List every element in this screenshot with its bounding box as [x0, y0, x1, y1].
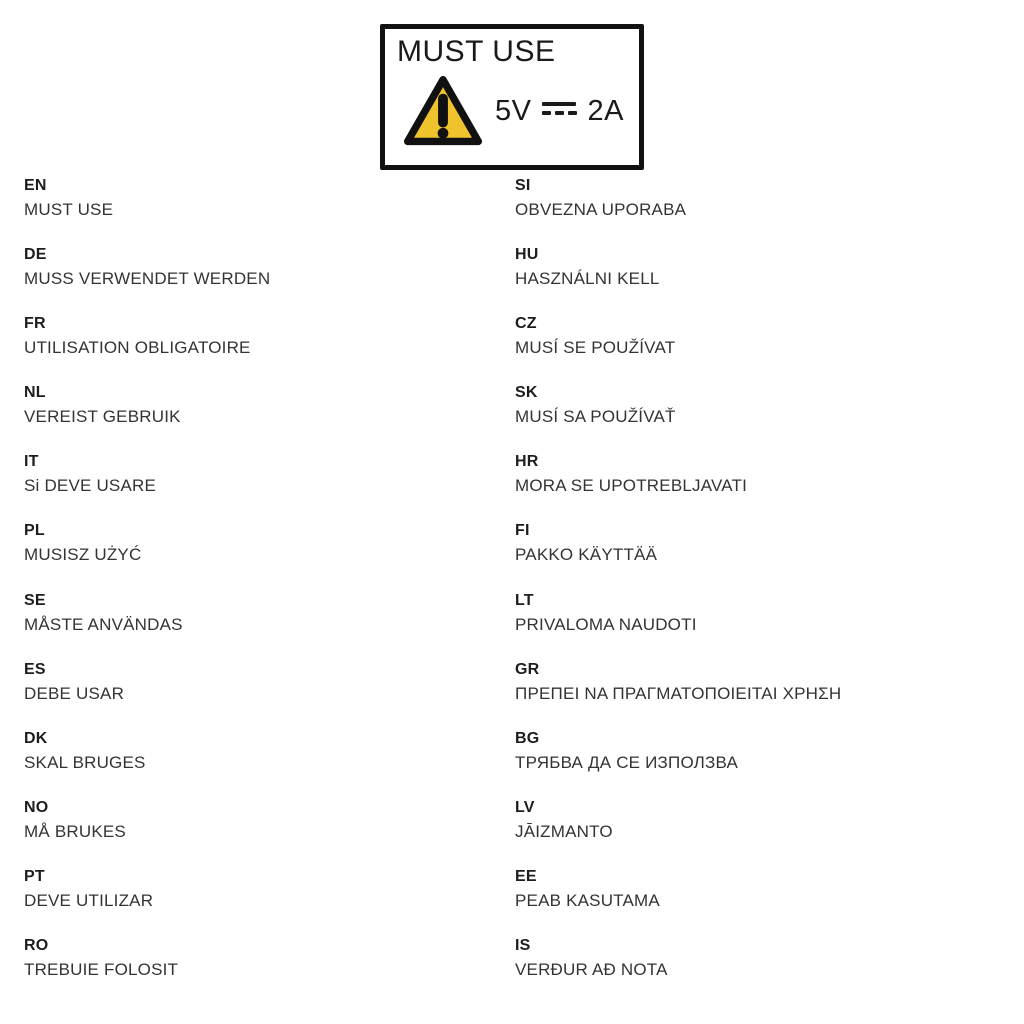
language-text: ΠΡΕΠΕΙ ΝΑ ΠΡΑΓΜΑΤΟΠΟΙΕΙΤΑΙ ΧΡΗΣΗ — [515, 683, 842, 703]
language-text: DEBE USAR — [24, 683, 125, 703]
translations-column-right — [515, 177, 995, 1006]
language-text: VEREIST GEBRUIK — [24, 407, 181, 427]
language-code: LV — [515, 798, 535, 816]
language-entry — [24, 315, 504, 384]
language-code: NO — [24, 798, 49, 816]
language-entry — [515, 453, 995, 522]
language-code: DE — [24, 246, 47, 264]
voltage-value: 5V — [495, 94, 532, 127]
language-code: ES — [24, 660, 46, 678]
language-entry — [515, 799, 995, 868]
language-text: MUSS VERWENDET WERDEN — [24, 269, 271, 289]
language-entry — [515, 868, 995, 937]
language-entry — [24, 384, 504, 453]
language-entry — [24, 522, 504, 591]
language-entry — [24, 799, 504, 868]
language-code: FI — [515, 522, 530, 540]
language-code: HR — [515, 453, 539, 471]
language-entry — [24, 730, 504, 799]
language-entry — [515, 315, 995, 384]
language-code: BG — [515, 729, 540, 747]
language-code: DK — [24, 729, 48, 747]
language-text: MUSÍ SA POUŽÍVAŤ — [515, 407, 676, 427]
warning-triangle-icon — [401, 74, 485, 148]
language-code: PT — [24, 867, 45, 885]
language-entry — [515, 246, 995, 315]
language-code: LT — [515, 591, 534, 609]
language-code: EE — [515, 867, 537, 885]
language-code: PL — [24, 522, 45, 540]
power-rating — [495, 95, 624, 128]
language-text: MUST USE — [24, 200, 114, 219]
language-code: IT — [24, 453, 39, 471]
language-text: MORA SE UPOTREBLJAVATI — [515, 476, 748, 496]
label-title: MUST USE — [397, 35, 556, 68]
language-entry — [515, 661, 995, 730]
direct-current-icon — [542, 102, 576, 115]
language-entry — [515, 384, 995, 453]
language-entry — [24, 937, 504, 1006]
language-text: Si DEVE USARE — [24, 476, 157, 496]
language-text: MÅ BRUKES — [24, 821, 126, 841]
language-text: MUSISZ UŻYĆ — [24, 545, 142, 565]
language-code: SE — [24, 591, 46, 609]
language-text: JĀIZMANTO — [515, 821, 613, 841]
language-entry — [515, 592, 995, 661]
language-entry — [24, 177, 504, 246]
language-entry — [515, 177, 995, 246]
language-text: ТРЯБВА ДА СЕ ИЗПОЛЗВА — [515, 752, 739, 772]
language-entry — [24, 592, 504, 661]
language-entry — [24, 246, 504, 315]
language-code: HU — [515, 246, 539, 264]
language-code: FR — [24, 315, 46, 333]
language-entry — [24, 868, 504, 937]
language-text: MÅSTE ANVÄNDAS — [24, 614, 183, 634]
rating-row — [401, 74, 627, 148]
language-code: EN — [24, 177, 47, 194]
language-text: HASZNÁLNI KELL — [515, 269, 660, 289]
language-code: NL — [24, 384, 46, 402]
must-use-label-box — [380, 24, 644, 170]
language-text: SKAL BRUGES — [24, 752, 146, 772]
language-code: IS — [515, 937, 531, 955]
language-text: UTILISATION OBLIGATOIRE — [24, 338, 251, 358]
current-value: 2A — [587, 94, 624, 127]
language-entry — [515, 522, 995, 591]
language-code: RO — [24, 937, 49, 955]
language-text: TREBUIE FOLOSIT — [24, 960, 179, 980]
language-text: DEVE UTILIZAR — [24, 890, 154, 910]
language-code: SK — [515, 384, 538, 402]
language-text: PAKKO KÄYTTÄÄ — [515, 545, 658, 565]
language-text: OBVEZNA UPORABA — [515, 200, 687, 219]
language-entry — [515, 937, 995, 1006]
language-code: CZ — [515, 315, 537, 333]
language-text: PEAB KASUTAMA — [515, 890, 660, 910]
language-entry — [515, 730, 995, 799]
language-entry — [24, 453, 504, 522]
translations-column-left — [24, 177, 504, 1006]
language-text: MUSÍ SE POUŽÍVAT — [515, 338, 676, 358]
language-code: SI — [515, 177, 531, 194]
language-code: GR — [515, 660, 540, 678]
language-entry — [24, 661, 504, 730]
language-text: VERÐUR AÐ NOTA — [515, 960, 668, 980]
language-text: PRIVALOMA NAUDOTI — [515, 614, 697, 634]
